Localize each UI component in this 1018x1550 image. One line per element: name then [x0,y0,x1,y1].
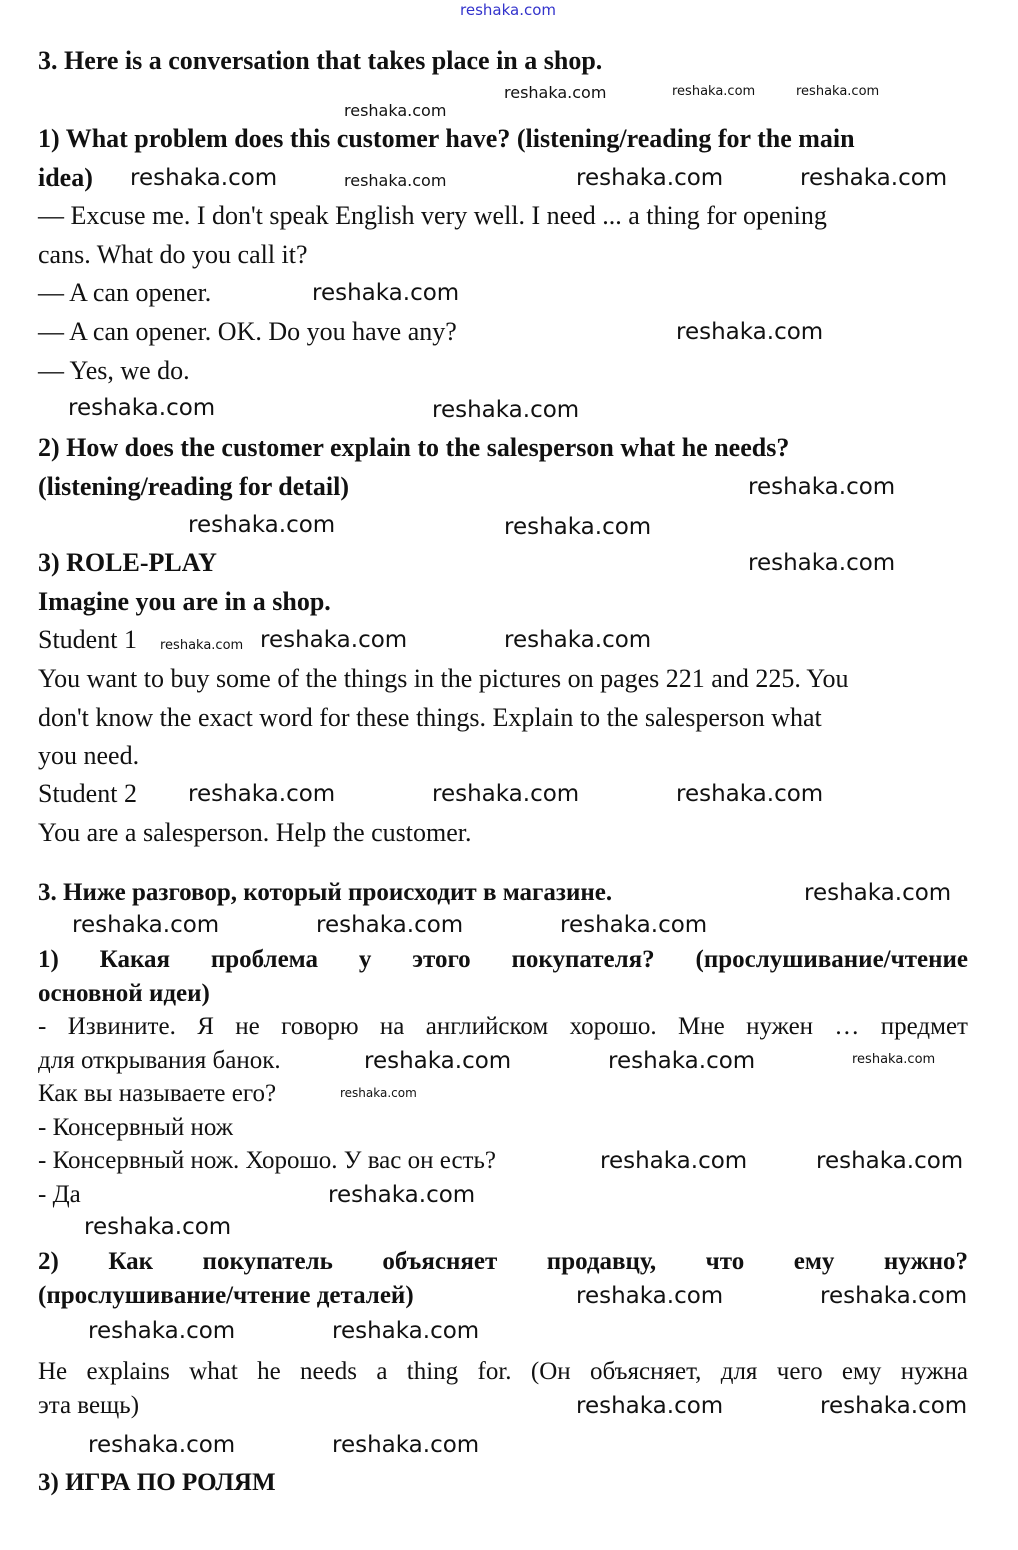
watermark: reshaka.com [72,912,220,938]
student-1-text: You want to buy some of the things in the pictures on pages 221 and 225. You [38,664,849,693]
watermark: reshaka.com [84,1214,232,1240]
dialogue-line-ru: - Извините. Я не говорю на английском хорошо. Мне нужен … предмет [38,1013,968,1040]
watermark: reshaka.com [608,1048,756,1074]
watermark: reshaka.com [88,1432,236,1458]
watermark: reshaka.com [820,1283,968,1309]
question-1-en: 1) What problem does this customer have? (listening/reading for the main [38,124,855,153]
section-title-en: 3. Here is a conversation that takes place in a shop. [38,46,603,75]
watermark: reshaka.com [676,319,824,345]
student-1-label: Student 1 [38,625,137,654]
section-title-ru: 3. Ниже разговор, который происходит в магазине. [38,879,613,906]
watermark: reshaka.com [676,781,824,807]
dialogue-line-ru: - Консервный нож. Хорошо. У вас он есть? [38,1147,496,1174]
watermark: reshaka.com [504,83,607,102]
watermark: reshaka.com [130,165,278,191]
roleplay-heading-ru: 3) ИГРА ПО РОЛЯМ [38,1469,276,1496]
watermark: reshaka.com [576,1283,724,1309]
watermark: reshaka.com [188,512,336,538]
watermark: reshaka.com [576,165,724,191]
question-2-ru-cont: (прослушивание/чтение деталей) [38,1282,414,1309]
watermark: reshaka.com [748,550,896,576]
student-1-text: don't know the exact word for these things. Explain to the salesperson what [38,703,822,732]
watermark: reshaka.com [852,1052,936,1067]
watermark: reshaka.com [188,781,336,807]
watermark: reshaka.com [672,84,756,99]
watermark: reshaka.com [316,912,464,938]
dialogue-line-ru: - Да [38,1181,81,1208]
watermark: reshaka.com [432,397,580,423]
student-1-text: you need. [38,741,140,770]
watermark: reshaka.com [332,1318,480,1344]
watermark: reshaka.com [560,912,708,938]
dialogue-line: — A can opener. [38,278,212,307]
watermark: reshaka.com [68,395,216,421]
watermark: reshaka.com [804,880,952,906]
question-1-ru-cont: основной идеи) [38,980,210,1007]
watermark: reshaka.com [160,638,244,653]
watermark: reshaka.com [748,474,896,500]
dialogue-line: — A can opener. OK. Do you have any? [38,317,457,346]
watermark: reshaka.com [432,781,580,807]
roleplay-heading-en: 3) ROLE-PLAY [38,548,217,577]
watermark: reshaka.com [344,171,447,190]
watermark: reshaka.com [600,1148,748,1174]
answer-2: He explains what he needs a thing for. (Он объясняет, для чего ему нужна [38,1358,968,1385]
dialogue-line-ru: Как вы называете его? [38,1080,277,1107]
watermark: reshaka.com [340,1086,417,1100]
question-2-en: 2) How does the customer explain to the salesperson what he needs? [38,433,790,462]
question-1-ru: 1) Какая проблема у этого покупателя? (прослушивание/чтение [38,946,968,973]
watermark: reshaka.com [88,1318,236,1344]
dialogue-line: — Yes, we do. [38,356,190,385]
student-2-text: You are a salesperson. Help the customer. [38,818,472,847]
student-2-label: Student 2 [38,779,137,808]
question-2-ru: 2) Как покупатель объясняет продавцу, что ему нужно? [38,1248,968,1275]
watermark: reshaka.com [816,1148,964,1174]
watermark: reshaka.com [800,165,948,191]
watermark: reshaka.com [328,1182,476,1208]
watermark: reshaka.com [504,514,652,540]
watermark: reshaka.com [344,101,447,120]
question-2-en-cont: (listening/reading for detail) [38,472,350,501]
watermark: reshaka.com [260,627,408,653]
watermark: reshaka.com [364,1048,512,1074]
site-link[interactable]: reshaka.com [460,1,556,19]
watermark: reshaka.com [820,1393,968,1419]
watermark: reshaka.com [796,84,880,99]
question-1-en-cont: idea) [38,163,93,192]
answer-2-cont: эта вещь) [38,1392,140,1419]
watermark: reshaka.com [332,1432,480,1458]
dialogue-line: cans. What do you call it? [38,240,308,269]
dialogue-line-ru: - Консервный нож [38,1114,234,1141]
roleplay-intro: Imagine you are in a shop. [38,587,331,616]
dialogue-line: — Excuse me. I don't speak English very well. I need ... a thing for opening [38,201,827,230]
watermark: reshaka.com [576,1393,724,1419]
dialogue-line-ru: для открывания банок. [38,1047,281,1074]
watermark: reshaka.com [504,627,652,653]
watermark: reshaka.com [312,280,460,306]
